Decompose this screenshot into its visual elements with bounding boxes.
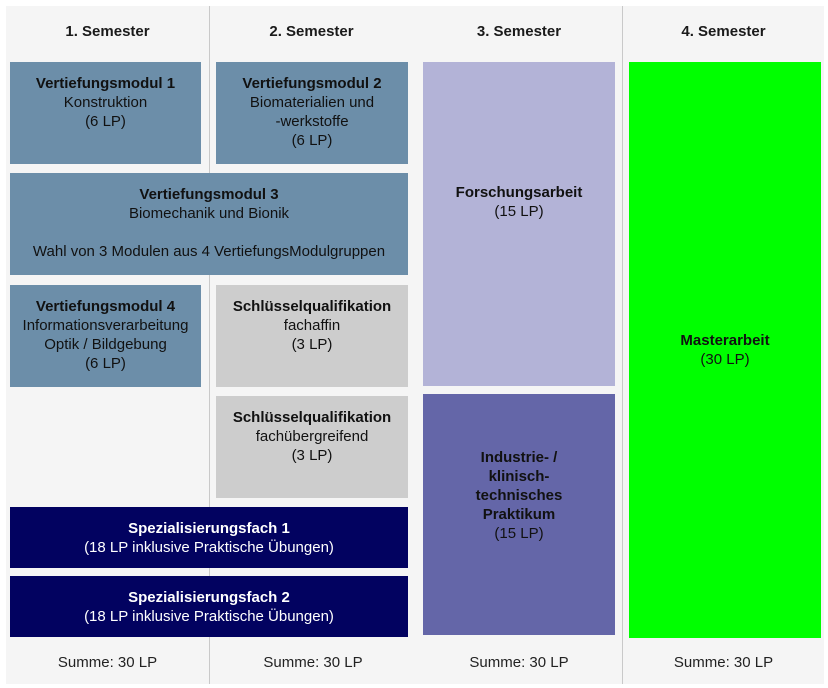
module-title: Schlüsselqualifikation — [232, 409, 392, 426]
module-title: Spezialisierungsfach 2 — [128, 588, 290, 606]
module-credits: (3 LP) — [291, 336, 333, 353]
module-title: Vertiefungsmodul 3 — [139, 186, 279, 203]
module-title: Forschungsarbeit — [455, 184, 583, 201]
semester-4-header: 4. Semester — [681, 23, 766, 40]
module-credits: (18 LP inklusive Praktische Übungen) — [84, 538, 334, 556]
module-credits: (18 LP inklusive Praktische Übungen) — [84, 607, 334, 625]
module-credits: (3 LP) — [291, 447, 333, 464]
module-credits: (6 LP) — [85, 355, 126, 372]
semester-3-sum: Summe: 30 LP — [469, 654, 569, 671]
semester-3-header: 3. Semester — [476, 23, 562, 40]
module-subject: Biomaterialien und — [249, 94, 375, 111]
module-title: Masterarbeit — [680, 332, 770, 349]
semester-4-sum: Summe: 30 LP — [673, 654, 774, 671]
module-credits: (6 LP) — [85, 113, 126, 130]
semester-2-sum: Summe: 30 LP — [263, 654, 363, 671]
forschungsarbeit — [423, 62, 615, 386]
module-subject: Biomechanik und Bionik — [128, 205, 290, 222]
spezialisierungsfach-2 — [10, 576, 408, 637]
module-subject-cont: Optik / Bildgebung — [44, 336, 167, 353]
module-title: Vertiefungsmodul 4 — [35, 298, 176, 315]
module-subject: fachübergreifend — [255, 428, 369, 445]
module-credits: (15 LP) — [494, 203, 544, 220]
module-credits: (30 LP) — [700, 351, 750, 368]
module-title-line: klinisch- — [488, 468, 550, 485]
semester-2-header: 2. Semester — [269, 23, 354, 40]
module-subject-cont: -werkstoffe — [275, 113, 349, 130]
spezialisierungsfach-1 — [10, 507, 408, 568]
module-title: Schlüsselqualifikation — [232, 298, 392, 315]
module-title-line: technisches — [475, 487, 563, 504]
module-subject: fachaffin — [283, 317, 341, 334]
module-title: Vertiefungsmodul 1 — [35, 75, 176, 92]
module-subject: Konstruktion — [63, 94, 148, 111]
vertiefungsmodul-2 — [216, 62, 408, 164]
column-divider — [622, 6, 623, 684]
schluesselqualifikation-fachuebergreifend — [216, 396, 408, 498]
module-title: Vertiefungsmodul 2 — [242, 75, 382, 92]
semester-1-sum: Summe: 30 LP — [57, 654, 158, 671]
module-title: Spezialisierungsfach 1 — [128, 519, 290, 537]
module-credits: (15 LP) — [494, 525, 544, 542]
module-title-line: Praktikum — [482, 506, 556, 523]
module-note: Wahl von 3 Modulen aus 4 VertiefungsModulgruppen — [32, 243, 386, 260]
module-title-line: Industrie- / — [480, 449, 558, 466]
module-subject: Informationsverarbeitung — [22, 317, 189, 334]
praktikum — [423, 394, 615, 635]
schluesselqualifikation-fachaffin — [216, 285, 408, 387]
module-credits: (6 LP) — [291, 132, 333, 149]
semester-1-header: 1. Semester — [65, 23, 150, 40]
masterarbeit — [629, 62, 821, 638]
vertiefungsmodul-4 — [10, 285, 201, 387]
vertiefungsmodul-1 — [10, 62, 201, 164]
vertiefungsmodul-3 — [10, 173, 408, 275]
